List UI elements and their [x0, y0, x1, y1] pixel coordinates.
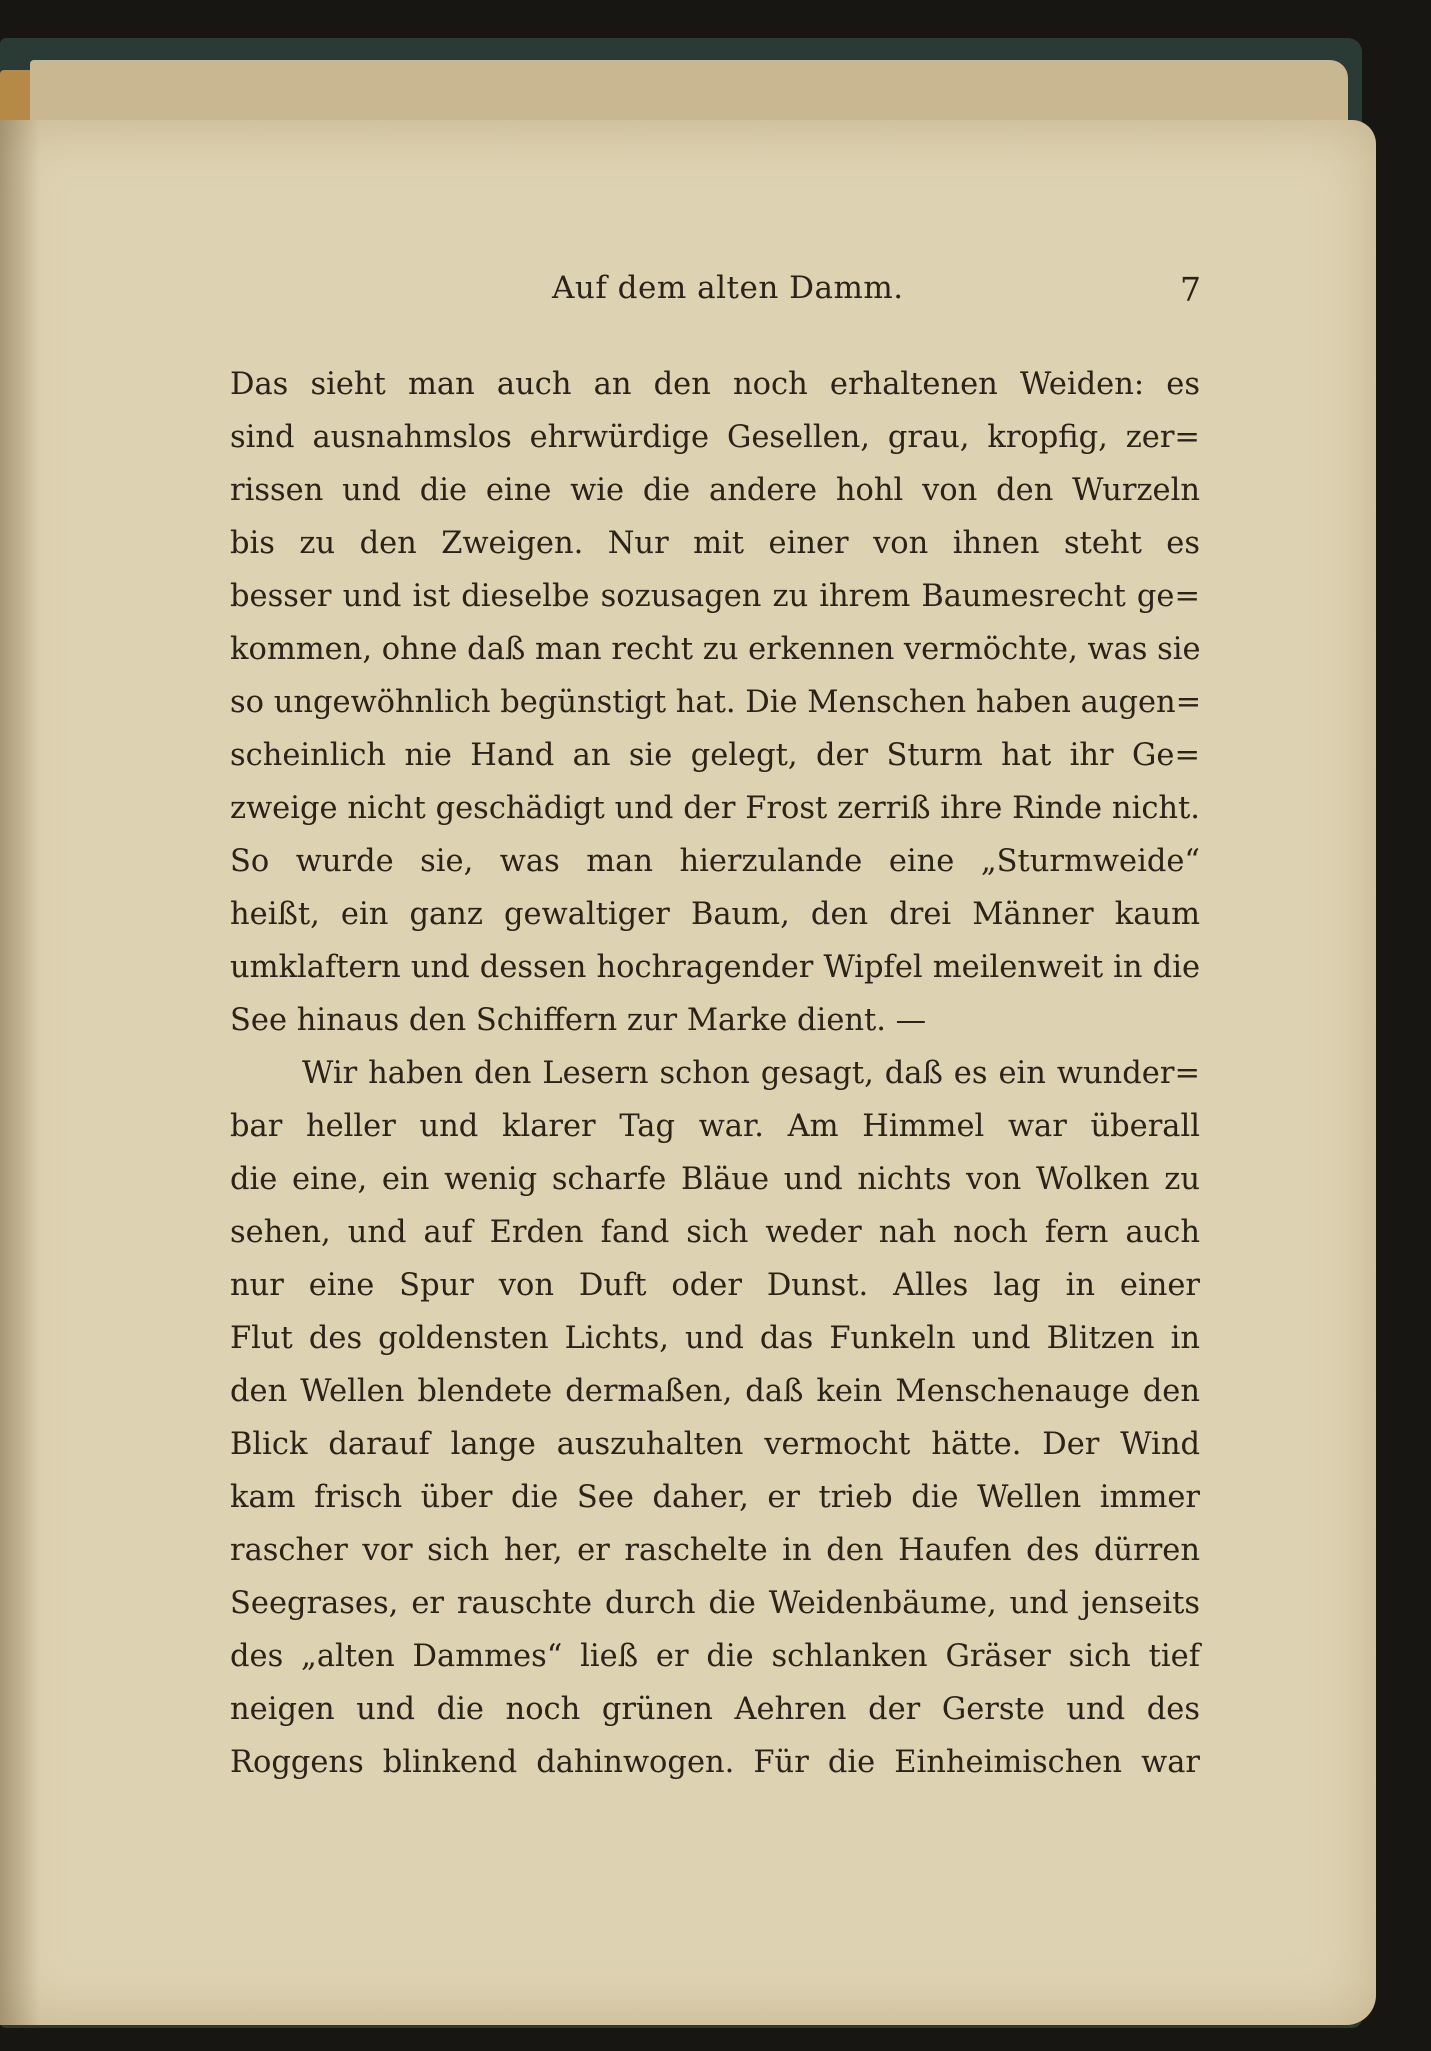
body-text	[230, 358, 1200, 1789]
text-line: Wir haben den Lesern schon gesagt, daß es ein wunder=	[302, 1056, 1200, 1091]
text-line: Flut des goldensten Lichts, und das Funkeln und Blitzen in	[230, 1321, 1200, 1356]
text-line: rissen und die eine wie die andere hohl von den Wurzeln	[230, 473, 1200, 508]
text-line: scheinlich nie Hand an sie gelegt, der Sturm hat ihr Ge=	[230, 738, 1200, 773]
text-line: heißt, ein ganz gewaltiger Baum, den drei Männer kaum	[230, 897, 1200, 932]
text-line: besser und ist dieselbe sozusagen zu ihrem Baumesrecht ge=	[230, 579, 1200, 614]
text-line: sind ausnahmslos ehrwürdige Gesellen, grau, kropfig, zer=	[230, 420, 1200, 455]
text-line: See hinaus den Schiffern zur Marke dient. —	[230, 1003, 927, 1038]
running-head	[0, 270, 1376, 320]
text-line: neigen und die noch grünen Aehren der Gerste und des	[230, 1692, 1200, 1727]
text-line: rascher vor sich her, er raschelte in den Haufen des dürren	[230, 1533, 1200, 1568]
text-line: so ungewöhnlich begünstigt hat. Die Menschen haben augen=	[230, 685, 1202, 720]
running-title: Auf dem alten Damm.	[552, 270, 904, 306]
page-gutter	[0, 120, 40, 2025]
text-line: des „alten Dammes“ ließ er die schlanken Gräser sich tief	[230, 1639, 1200, 1674]
text-line: den Wellen blendete dermaßen, daß kein Menschenauge den	[230, 1374, 1200, 1409]
text-line: Roggens blinkend dahinwogen. Für die Einheimischen war	[230, 1745, 1200, 1780]
text-line: nur eine Spur von Duft oder Dunst. Alles lag in einer	[230, 1268, 1200, 1303]
text-line: kommen, ohne daß man recht zu erkennen vermöchte, was sie	[230, 632, 1201, 667]
text-line: Blick darauf lange auszuhalten vermocht hätte. Der Wind	[230, 1427, 1200, 1462]
book-page	[0, 120, 1376, 2025]
text-line: Seegrases, er rauschte durch die Weidenbäume, und jenseits	[230, 1586, 1200, 1621]
text-line: Das sieht man auch an den noch erhaltenen Weiden: es	[230, 367, 1200, 402]
text-line: bis zu den Zweigen. Nur mit einer von ihnen steht es	[230, 526, 1200, 561]
page-number: 7	[1180, 270, 1201, 309]
text-line: bar heller und klarer Tag war. Am Himmel war überall	[230, 1109, 1200, 1144]
text-line: die eine, ein wenig scharfe Bläue und nichts von Wolken zu	[230, 1162, 1200, 1197]
text-line: umklaftern und dessen hochragender Wipfel meilenweit in die	[230, 950, 1200, 985]
text-line: kam frisch über die See daher, er trieb die Wellen immer	[230, 1480, 1200, 1515]
text-line: sehen, und auf Erden fand sich weder nah noch fern auch	[230, 1215, 1200, 1250]
text-line: zweige nicht geschädigt und der Frost zerriß ihre Rinde nicht.	[230, 791, 1200, 826]
text-line: So wurde sie, was man hierzulande eine „Sturmweide“	[230, 844, 1200, 879]
